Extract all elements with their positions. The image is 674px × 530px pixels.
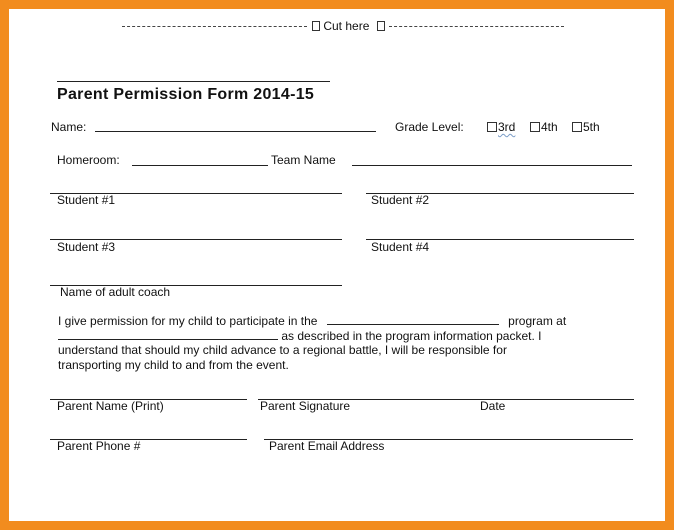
permission-line-1-text: I give permission for my child to participate in the [58, 314, 318, 328]
name-field[interactable] [95, 131, 376, 132]
permission-line-1-end: program at [508, 314, 567, 328]
date-label: Date [480, 399, 506, 413]
cut-dashed-line-right [389, 26, 564, 27]
student-1-label: Student #1 [57, 193, 116, 207]
program-field[interactable] [327, 314, 499, 325]
scissors-icon [312, 21, 320, 31]
parent-email-label: Parent Email Address [269, 439, 385, 453]
grade-level-label: Grade Level: [395, 120, 464, 134]
permission-line-2 [58, 329, 618, 344]
grade-4th-option[interactable] [530, 120, 558, 134]
adult-coach-label: Name of adult coach [60, 285, 171, 299]
grade-3rd-label: 3rd [498, 120, 516, 134]
grade-3rd-checkbox[interactable] [487, 122, 497, 132]
grade-5th-label: 5th [583, 120, 600, 134]
homeroom-label: Homeroom: [57, 153, 120, 167]
grade-5th-checkbox[interactable] [572, 122, 582, 132]
grade-4th-label: 4th [541, 120, 558, 134]
permission-line-1 [58, 314, 618, 329]
student-4-label: Student #4 [371, 240, 430, 254]
parent-signature-label: Parent Signature [260, 399, 351, 413]
program-location-field[interactable] [58, 329, 278, 340]
grade-3rd-option[interactable] [487, 120, 515, 134]
permission-line-3: understand that should my child advance to a regional battle, I will be responsible for [58, 343, 507, 357]
grade-5th-option[interactable] [572, 120, 600, 134]
permission-line-2-text: as described in the program information packet. I [281, 328, 542, 343]
cut-here-label: Cut here [323, 19, 370, 33]
scissors-icon-right [377, 21, 385, 31]
homeroom-field[interactable] [132, 165, 268, 166]
name-label: Name: [51, 120, 87, 134]
permission-line-4: transporting my child to and from the event. [58, 357, 289, 372]
parent-name-label: Parent Name (Print) [57, 399, 164, 413]
permission-paragraph [58, 314, 618, 372]
grade-4th-checkbox[interactable] [530, 122, 540, 132]
team-name-field[interactable] [352, 165, 632, 166]
cut-dashed-line-left [122, 26, 307, 27]
title-top-rule [57, 81, 330, 82]
cut-here-text [312, 19, 385, 33]
student-3-label: Student #3 [57, 240, 116, 254]
parent-phone-label: Parent Phone # [57, 439, 141, 453]
student-2-label: Student #2 [371, 193, 430, 207]
team-name-label: Team Name [271, 153, 336, 167]
form-title: Parent Permission Form 2014-15 [57, 86, 315, 103]
